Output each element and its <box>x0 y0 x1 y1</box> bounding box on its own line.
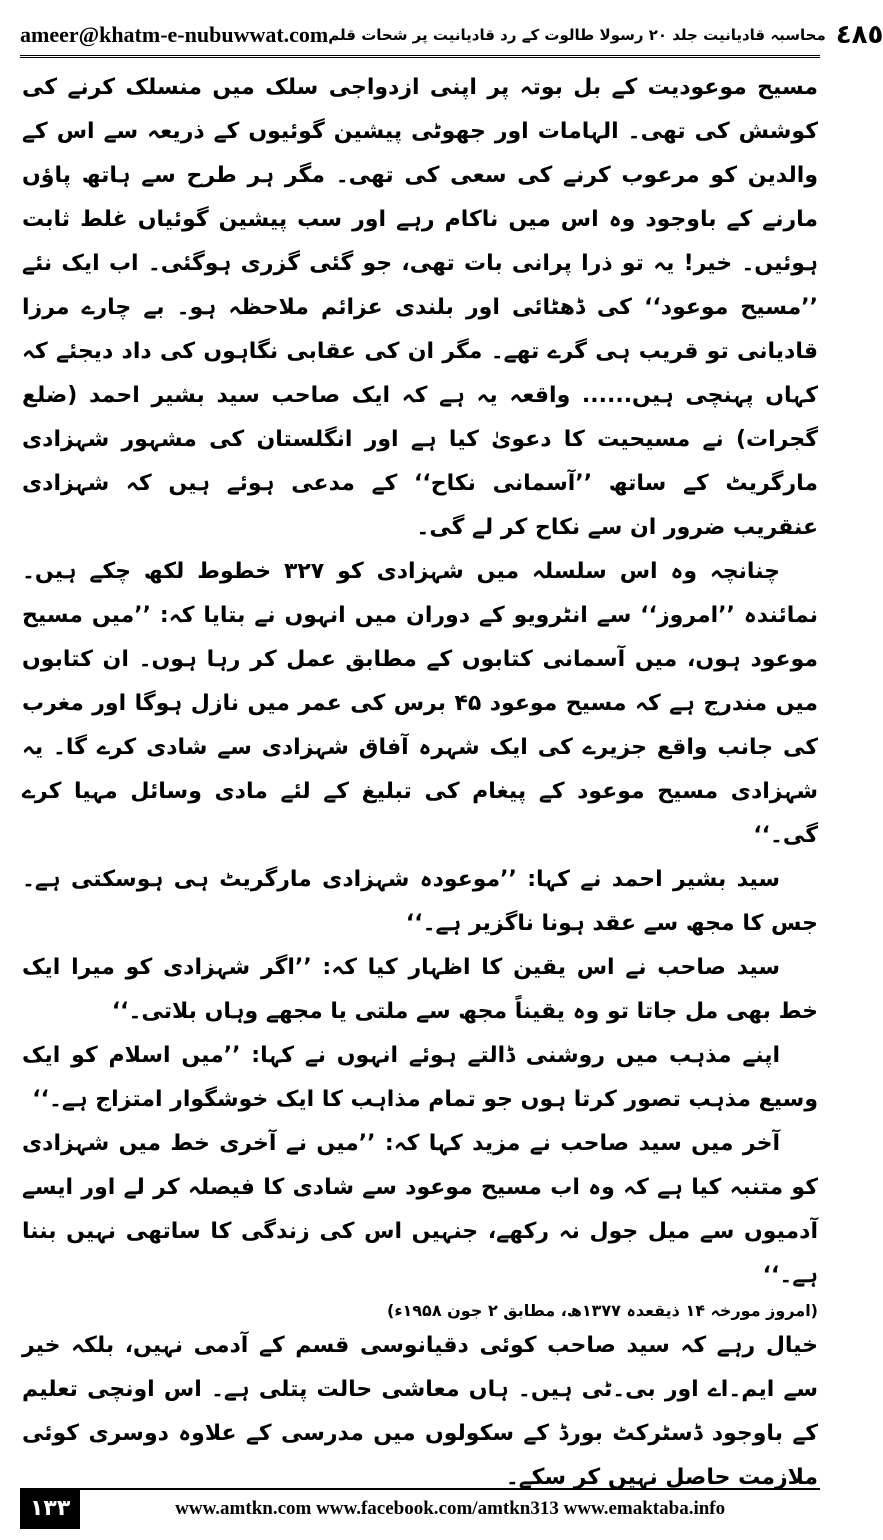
page-header <box>20 14 883 58</box>
paragraph-intro: مسیح موعودیت کے بل بوتہ پر اپنی ازدواجی سلک میں منسلک کرنے کی کوشش کی تھی۔ الہامات اور جھوٹی پیشین گوئیوں کے ذریعہ سے اس کے والدین کو مرعوب کرنے کی سعی کی تھی۔ مگر ہر طرح سے ہاتھ پاؤں مارنے کے باوجود وہ اس میں ناکام رہے اور سب پیشین گوئیاں غلط ثابت ہوئیں۔ خیر! یہ تو ذرا پرانی بات تھی، جو گئی گزری ہوگئی۔ اب ایک نئے ’’مسیح موعود‘‘ کی ڈھٹائی اور بلندی عزائم ملاحظہ ہو۔ بے چارے مرزا قادیانی تو قریب ہی گرے تھے۔ مگر ان کی عقابی نگاہوں کی داد دیجئے کہ کہاں پہنچی ہیں...... واقعہ یہ ہے کہ ایک صاحب سید بشیر احمد (ضلع گجرات) نے مسیحیت کا دعویٰ کیا ہے اور انگلستان کی مشہور شہزادی مارگریٹ کے ساتھ ’’آسمانی نکاح‘‘ کے مدعی ہوئے ہیں کہ شہزادی عنقریب ضرور ان سے نکاح کر لے گی۔ <box>22 75 818 540</box>
footer-page-number: ١٣٣ <box>20 1489 80 1529</box>
paragraph-education: خیال رہے کہ سید صاحب کوئی دقیانوسی قسم کے آدمی نہیں، بلکہ خیر سے ایم۔اے اور بی۔ٹی ہیں۔ ہاں معاشی حالت پتلی ہے۔ اس اونچی تعلیم کے باوجود ڈسٹرکٹ بورڈ کے سکولوں میں مدرسی کے علاوہ دوسری کوئی ملازمت حاصل نہیں کر سکے۔ <box>22 1333 818 1490</box>
paragraph-letters: چنانچہ وہ اس سلسلہ میں شہزادی کو ۳۲۷ خطوط لکھ چکے ہیں۔ نمائندہ ’’امروز‘‘ سے انٹرویو کے دوران میں انہوں نے بتایا کہ: ’’میں مسیح موعود ہوں، میں آسمانی کتابوں کے مطابق عمل کر رہا ہوں۔ ان کتابوں میں مندرج ہے کہ مسیح موعود ۴۵ برس کی عمر میں نازل ہوگا اور مغرب کی جانب واقع جزیرے کی ایک شہرہ آفاق شہزادی سے شادی کرے گا۔ یہ شہزادی مسیح موعود کے پیغام کی تبلیغ کے لئے مادی وسائل مہیا کرے گی۔‘‘ <box>22 559 818 848</box>
paragraph-belief-quote: سید صاحب نے اس یقین کا اظہار کیا کہ: ’’اگر شہزادی کو میرا ایک خط بھی مل جاتا تو وہ یقیناً مجھ سے ملتی یا مجھے وہاں بلاتی۔‘‘ <box>22 955 818 1024</box>
paragraph-warning-quote: آخر میں سید صاحب نے مزید کہا کہ: ’’میں نے آخری خط میں شہزادی کو متنبہ کیا ہے کہ وہ اب مسیح موعود سے شادی کا فیصلہ کر لے اور ایسے آدمیوں سے میل جول نہ رکھے، جنہیں اس کی زندگی کا ساتھی نہیں بننا ہے۔‘‘ <box>22 1131 818 1288</box>
page-footer <box>20 1488 820 1528</box>
header-title-group <box>328 20 883 50</box>
page-body <box>22 66 818 1490</box>
source-citation: (امروز مورخہ ۱۴ ذیقعدہ ۱۳۷۷ھ، مطابق ۲ جون ۱۹۵۸ء) <box>387 1301 818 1320</box>
footer-links: www.amtkn.com www.facebook.com/amtkn313 www.emaktaba.info <box>175 1498 726 1519</box>
header-email: ameer@khatm-e-nubuwwat.com <box>20 21 329 47</box>
header-page-number: ٤٨٥ <box>835 19 883 50</box>
header-book-title: محاسبہ قادیانیت جلد ۲۰ رسولا طالوت کے رد قادیانیت پر شحات قلم <box>328 25 826 44</box>
paragraph-margaret-quote: سید بشیر احمد نے کہا: ’’موعودہ شہزادی مارگریٹ ہی ہوسکتی ہے۔ جس کا مجھ سے عقد ہونا ناگزیر ہے۔‘‘ <box>22 867 818 936</box>
paragraph-religion-quote: اپنے مذہب میں روشنی ڈالتے ہوئے انہوں نے کہا: ’’میں اسلام کو ایک وسیع مذہب تصور کرتا ہوں جو تمام مذاہب کا ایک خوشگوار امتزاج ہے۔‘‘ <box>22 1043 818 1112</box>
